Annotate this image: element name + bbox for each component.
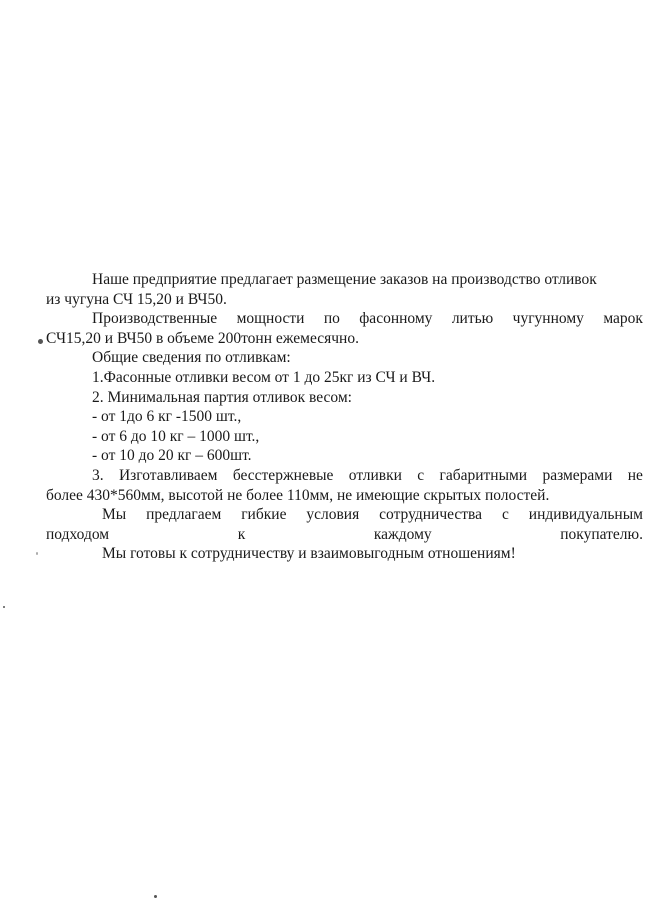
word: габаритными bbox=[439, 466, 528, 484]
scan-speck bbox=[38, 339, 43, 344]
list-item-3-line-2: более 430*560мм, высотой не более 110мм, не имеющие скрытых полостей. bbox=[46, 486, 550, 504]
paragraph-intro-line-2: из чугуна СЧ 15,20 и ВЧ50. bbox=[46, 290, 227, 308]
sub-item-3: - от 10 до 20 кг – 600шт. bbox=[92, 447, 252, 465]
scan-speck bbox=[3, 606, 5, 608]
offer-line-2 bbox=[46, 525, 643, 545]
paragraph-capacity-line-1 bbox=[46, 309, 643, 329]
word: покупателю. bbox=[560, 525, 643, 543]
word: мощности bbox=[236, 310, 305, 328]
word: с bbox=[417, 466, 425, 484]
word: с bbox=[501, 506, 509, 524]
sub-item-2: - от 6 до 10 кг – 1000 шт., bbox=[92, 427, 260, 445]
word: подходом bbox=[46, 525, 110, 543]
list-item-1: 1.Фасонные отливки весом от 1 до 25кг из СЧ и ВЧ. bbox=[92, 368, 436, 386]
word: чугунному bbox=[512, 310, 584, 328]
letter-body bbox=[46, 270, 643, 564]
word: Мы bbox=[102, 506, 127, 524]
paragraph-intro-line-1: Наше предприятие предлагает размещение заказов на производство отливок bbox=[92, 271, 597, 288]
word: условия bbox=[306, 506, 360, 524]
list-item-2: 2. Минимальная партия отливок весом: bbox=[92, 388, 352, 406]
list-item-3-line-1 bbox=[46, 466, 643, 486]
word: фасонному bbox=[359, 310, 433, 328]
word: предлагаем bbox=[146, 506, 222, 524]
sub-item-1: - от 1до 6 кг -1500 шт., bbox=[92, 408, 242, 426]
word: каждому bbox=[373, 525, 432, 543]
word: к bbox=[237, 525, 246, 543]
word: Производственные bbox=[92, 310, 218, 328]
word: отливки bbox=[348, 466, 402, 484]
word: сотрудничества bbox=[379, 506, 483, 524]
word: литью bbox=[451, 310, 494, 328]
word: по bbox=[323, 310, 340, 328]
word: размерами bbox=[542, 466, 613, 484]
section-heading: Общие сведения по отливкам: bbox=[92, 349, 291, 367]
word: не bbox=[627, 466, 643, 484]
word: Изготавливаем bbox=[118, 466, 218, 484]
word: бесстержневые bbox=[232, 466, 334, 484]
offer-line-1 bbox=[46, 505, 643, 525]
word: индивидуальным bbox=[528, 506, 643, 524]
word: 3. bbox=[92, 466, 104, 484]
paragraph-capacity-line-2: СЧ15,20 и ВЧ50 в объеме 200тонн ежемесячно. bbox=[46, 329, 359, 347]
word: гибкие bbox=[241, 506, 287, 524]
scan-speck bbox=[154, 895, 157, 898]
scan-speck bbox=[36, 552, 38, 555]
word: марок bbox=[603, 310, 643, 328]
closing-line: Мы готовы к сотрудничеству и взаимовыгодным отношениям! bbox=[102, 545, 516, 563]
